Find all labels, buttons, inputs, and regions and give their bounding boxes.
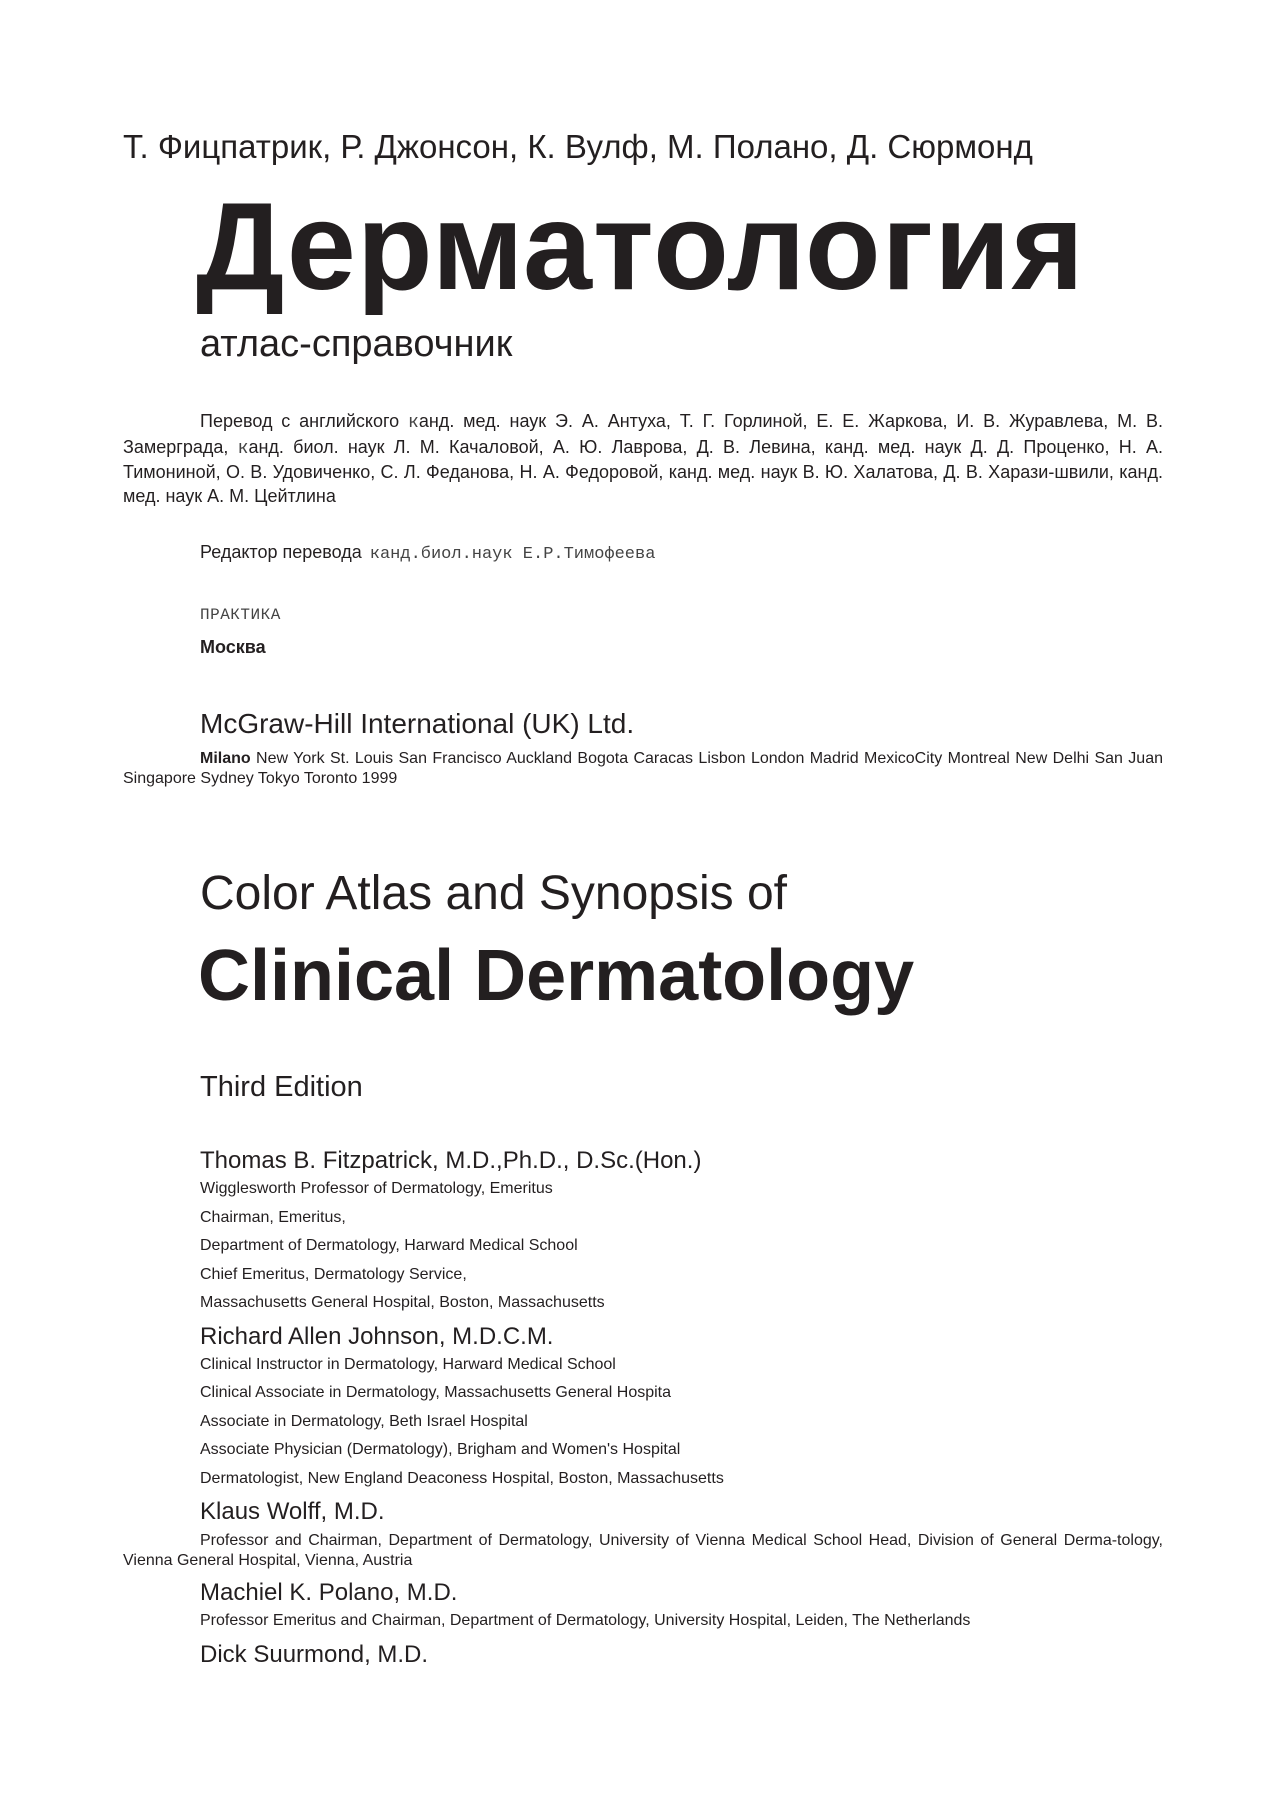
english-publisher: McGraw-Hill International (UK) Ltd. — [200, 708, 635, 739]
affiliation-line: Dermatologist, New England Deaconess Hospital, Boston, Massachusetts — [200, 1469, 724, 1487]
publisher-cities — [123, 749, 1163, 789]
translation-rest: анд. биол. наук Л. М. Качаловой, А. Ю. Лаврова, Д. В. Левина, канд. мед. наук Д. Д. Проценко, Н. А. Тимониной, О. В. Удовиченко, С. Л. Феданова, Н. А. Федоровой, канд. мед. наук В. Ю. Халатова, Д. В. Харази-швили, канд. мед. наук А. М. Цейтлина — [123, 436, 1163, 506]
affiliation-paragraph: Professor and Chairman, Department of Dermatology, University of Vienna Medical School Head, Division of General Derma-tology, Vienna General Hospital, Vienna, Austria — [123, 1532, 1163, 1569]
translation-editor — [200, 542, 655, 564]
translation-mid: анд. мед. наук Э. А. Антуха, Т. Г. Горлиной, Е. Е. Жаркова, И. В. Журавлева, М. В. Замерграда, — [123, 411, 1164, 457]
editor-name: канд.биол.наук Е.Р.Тимофеева — [369, 545, 656, 564]
editor-label: Редактор перевода — [200, 542, 362, 562]
affiliation-line: Clinical Associate in Dermatology, Massachusetts General Hospita — [200, 1384, 672, 1401]
author-name: Richard Allen Johnson, M.D.C.M. — [200, 1322, 554, 1350]
affiliation-line: Department of Dermatology, Harward Medical School — [200, 1237, 578, 1254]
russian-city: Москва — [200, 637, 266, 657]
author-block — [123, 1579, 1163, 1630]
author-name: Thomas B. Fitzpatrick, M.D.,Ph.D., D.Sc.(Hon.) — [200, 1147, 702, 1174]
author-name: Machiel K. Polano, M.D. — [200, 1579, 458, 1606]
author-block — [123, 1323, 1163, 1488]
edition: Third Edition — [200, 1071, 363, 1103]
author-block — [123, 1641, 1163, 1669]
author-block — [123, 1498, 1163, 1571]
russian-subtitle: атлас-справочник — [200, 323, 513, 365]
translation-k1: к — [408, 413, 419, 433]
translators-paragraph — [123, 410, 1163, 508]
english-title-line1: Color Atlas and Synopsis of — [200, 867, 787, 920]
translation-prefix: Перевод с английского — [200, 411, 409, 431]
author-name: Klaus Wolff, M.D. — [200, 1498, 385, 1525]
english-title-line2: Clinical Dermatology — [198, 936, 915, 1016]
affiliation-line: Clinical Instructor in Dermatology, Harward Medical School — [200, 1355, 616, 1373]
affiliation-line: Massachusetts General Hospital, Boston, Massachusetts — [200, 1294, 605, 1311]
affiliation-line: Wigglesworth Professor of Dermatology, Emeritus — [200, 1180, 553, 1197]
english-authors — [123, 1147, 1163, 1674]
russian-authors: Т. Фицпатрик, Р. Джонсон, К. Вулф, М. Полано, Д. Сюрмонд — [123, 128, 1033, 165]
cities-rest: New York St. Louis San Francisco Auckland Bogota Caracas Lisbon London Madrid MexicoCity Montreal New Delhi San Juan Singapore Sydney Tokyo Toronto 1999 — [123, 750, 1163, 787]
affiliation-line: Associate Physician (Dermatology), Brigham and Women's Hospital — [200, 1441, 681, 1458]
cities-first: Milano — [200, 750, 251, 767]
affiliation-line: Associate in Dermatology, Beth Israel Hospital — [200, 1412, 528, 1430]
translation-k2: к — [237, 438, 249, 459]
russian-title: Дерматология — [196, 178, 1085, 316]
author-block — [123, 1147, 1163, 1312]
affiliation-line: Professor Emeritus and Chairman, Department of Dermatology, University Hospital, Leiden, The Netherlands — [200, 1612, 971, 1629]
affiliation-line: Chairman, Emeritus, — [200, 1208, 346, 1226]
affiliation-line: Chief Emeritus, Dermatology Service, — [200, 1265, 467, 1283]
russian-publisher: ПРАКТИКА — [200, 606, 281, 624]
author-name: Dick Suurmond, M.D. — [200, 1640, 429, 1668]
